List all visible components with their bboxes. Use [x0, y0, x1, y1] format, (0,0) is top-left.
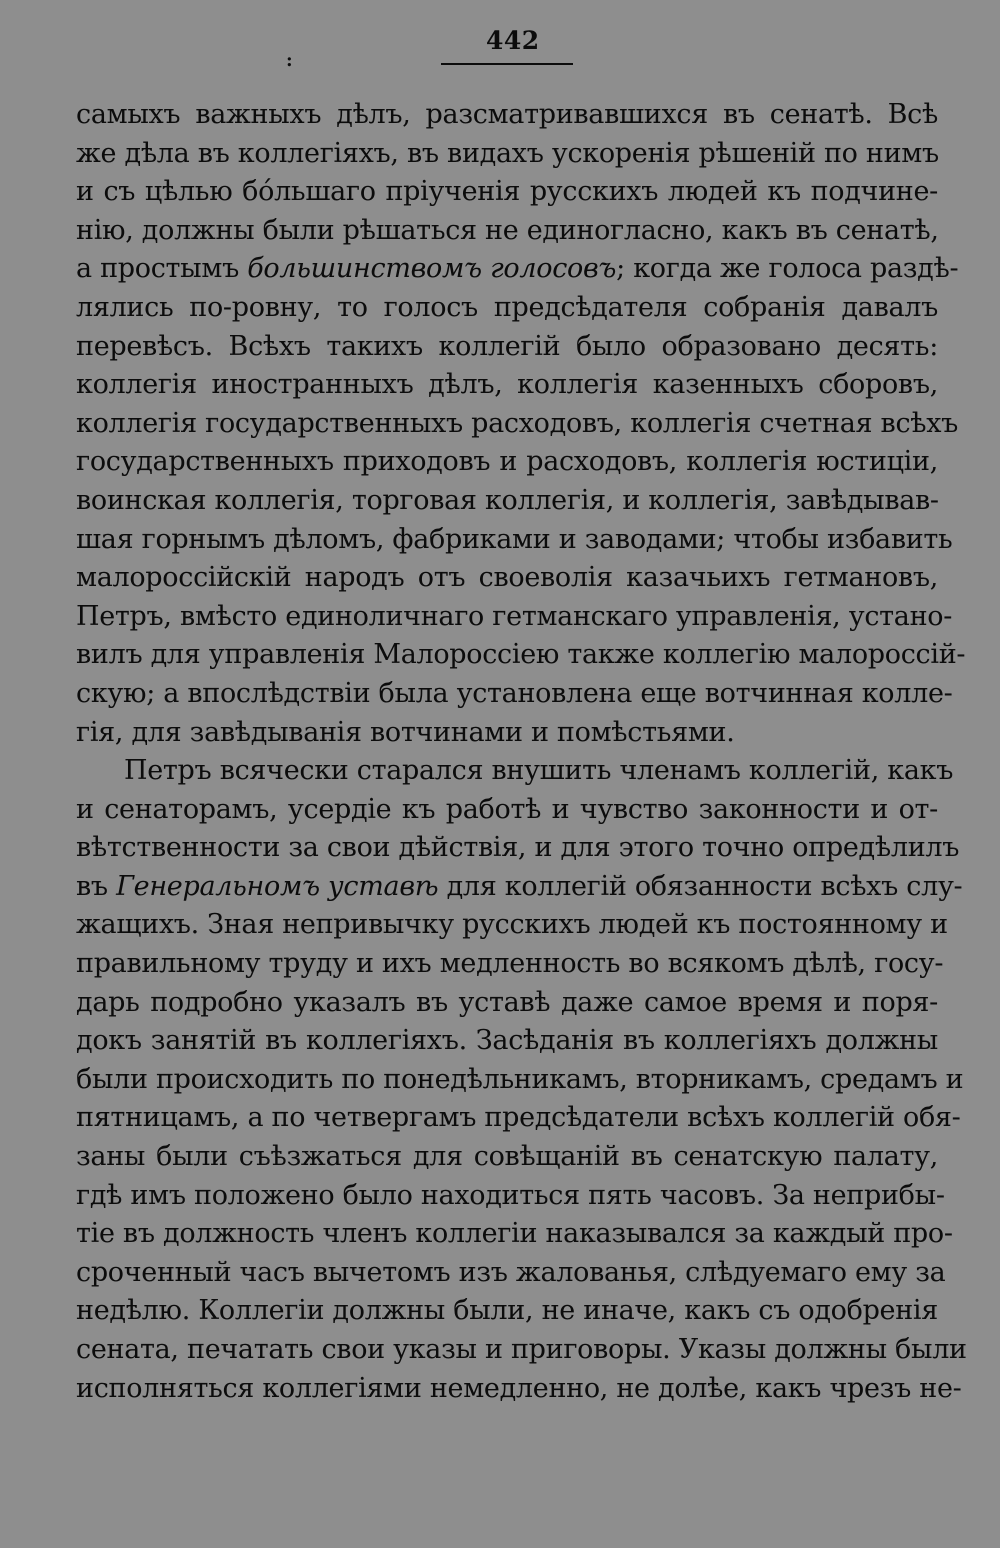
text-segment: скую; а впослѣдствіи была установлена еще вотчинная колле- [76, 677, 953, 709]
text-segment: лялись по-ровну, то голосъ предсѣдателя собранія давалъ [76, 291, 938, 323]
text-segment: правильному труду и ихъ медленность во всякомъ дѣлѣ, госу- [76, 948, 944, 980]
text-segment: гдѣ имъ положено было находиться пять часовъ. За неприбы- [76, 1179, 945, 1211]
text-line [76, 829, 960, 868]
text-line [76, 1138, 938, 1177]
text-segment: исполняться коллегіями немедленно, не долѣе, какъ чрезъ не- [76, 1372, 962, 1404]
text-segment: для коллегій обязанности всѣхъ слу- [438, 870, 963, 902]
text-segment: гія, для завѣдыванія вотчинами и помѣстьями. [76, 716, 735, 748]
text-segment: были происходить по понедѣльникамъ, вторникамъ, средамъ и [76, 1063, 964, 1095]
text-segment: сената, печатать свои указы и приговоры. Указы должны были [76, 1334, 967, 1365]
text-line [76, 1099, 961, 1138]
text-line [76, 791, 938, 830]
text-line [76, 1215, 953, 1254]
text-segment: коллегія иностранныхъ дѣлъ, коллегія казенныхъ сборовъ, [76, 369, 938, 401]
text-segment: а простымъ [76, 253, 248, 285]
text-segment: докъ занятій въ коллегіяхъ. Засѣданія въ коллегіяхъ должны [76, 1025, 938, 1057]
text-line [76, 714, 938, 753]
text-line [76, 1370, 962, 1409]
page-number: 442 [486, 26, 540, 55]
text-line [76, 443, 938, 482]
header-rule [441, 63, 573, 65]
text-line [76, 212, 938, 251]
text-segment: дарь подробно указалъ въ уставѣ даже самое время и поря- [76, 986, 938, 1018]
text-line [76, 1292, 938, 1331]
text-line [76, 366, 938, 405]
text-line [76, 328, 938, 367]
text-line [76, 135, 938, 174]
text-line [76, 752, 954, 791]
text-segment: заны были съѣзжаться для совѣщаній въ сенатскую палату, [76, 1141, 938, 1173]
text-segment: самыхъ важныхъ дѣлъ, разсматривавшихся въ сенатѣ. Всѣ [76, 99, 938, 130]
text-line [76, 636, 966, 675]
paragraph [76, 752, 967, 1408]
text-line [76, 1022, 938, 1061]
text-segment: вилъ для управленія Малороссіею также коллегію малороссій- [76, 639, 966, 671]
text-line [76, 675, 953, 714]
text-segment: коллегія государственныхъ расходовъ, коллегія счетная всѣхъ [76, 407, 959, 439]
text-segment: же дѣла въ коллегіяхъ, въ видахъ ускоренія рѣшеній по нимъ [76, 137, 939, 169]
paragraph [76, 96, 966, 752]
body-text [76, 96, 967, 1408]
text-segment: перевѣсъ. Всѣхъ такихъ коллегій было образовано десять: [76, 330, 938, 362]
text-line [76, 598, 953, 637]
text-line [76, 1177, 945, 1216]
text-segment: государственныхъ приходовъ и расходовъ, коллегія юстиціи, [76, 446, 938, 478]
text-segment: ; когда же голоса раздѣ- [616, 253, 959, 285]
text-segment: воинская коллегія, торговая коллегія, и коллегія, завѣдывав- [76, 484, 939, 516]
text-segment: малороссійскій народъ отъ своеволія казачьихъ гетмановъ, [76, 562, 938, 594]
text-segment: Петръ всячески старался внушить членамъ коллегій, какъ [124, 755, 954, 787]
text-line [76, 1331, 967, 1370]
text-segment: и сенаторамъ, усердіе къ работѣ и чувство законности и от- [76, 793, 938, 825]
italic-text: большинствомъ голосовъ [247, 253, 617, 285]
text-line [76, 482, 938, 521]
text-line [76, 250, 959, 289]
text-line [76, 945, 944, 984]
header-mark: : [286, 50, 293, 71]
text-line [76, 405, 959, 444]
text-segment: тіе въ должность членъ коллегіи наказывался за каждый про- [76, 1218, 953, 1250]
text-segment: жащихъ. Зная непривычку русскихъ людей къ постоянному и [76, 909, 948, 941]
italic-text: Генеральномъ уставѣ [116, 870, 439, 902]
text-line [76, 173, 938, 212]
text-line [76, 1061, 964, 1100]
text-line [76, 521, 953, 560]
page-header [0, 22, 1000, 72]
text-segment: пятницамъ, а по четвергамъ предсѣдатели всѣхъ коллегій обя- [76, 1102, 961, 1134]
text-line [76, 868, 963, 907]
text-segment: шая горнымъ дѣломъ, фабриками и заводами; чтобы избавить [76, 523, 953, 555]
text-segment: въ [76, 870, 117, 902]
text-line [76, 1254, 946, 1293]
text-segment: вѣтственности за свои дѣйствія, и для этого точно опредѣлилъ [76, 832, 960, 864]
text-line [76, 984, 938, 1023]
text-line [76, 289, 938, 328]
text-segment: недѣлю. Коллегіи должны были, не иначе, какъ съ одобренія [76, 1295, 938, 1327]
text-segment: и съ цѣлью бóльшаго пріученія русскихъ людей къ подчине- [76, 176, 938, 208]
text-segment: сроченный часъ вычетомъ изъ жалованья, слѣдуемаго ему за [76, 1256, 946, 1288]
text-segment: Петръ, вмѣсто единоличнаго гетманскаго управленія, устано- [76, 600, 953, 632]
text-segment: нію, должны были рѣшаться не единогласно, какъ въ сенатѣ, [76, 214, 939, 246]
text-line [76, 559, 938, 598]
text-line [76, 96, 938, 135]
text-line [76, 906, 948, 945]
